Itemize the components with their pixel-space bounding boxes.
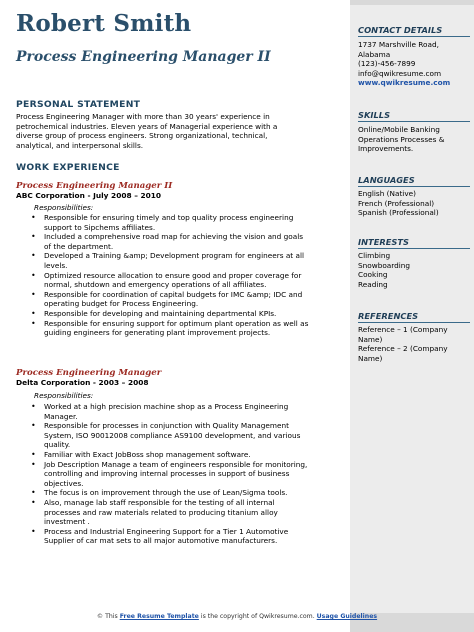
interests-list — [358, 251, 470, 289]
bullet-icon: • — [31, 318, 36, 328]
bullet-icon: • — [31, 289, 36, 299]
job-title: Process Engineering Manager II — [16, 181, 173, 191]
references-list — [358, 325, 470, 363]
divider — [358, 322, 470, 323]
responsibility-line: processes and raw materials related to producing titanium alloy — [44, 507, 278, 517]
statement-line: analytical, and interpersonal skills. — [16, 140, 144, 150]
responsibility-item — [28, 271, 336, 290]
responsibility-item — [28, 251, 336, 270]
language-item: English (Native) — [358, 189, 416, 198]
skill-line: Operations Processes & — [358, 134, 445, 144]
skill-line: Improvements. — [358, 144, 414, 154]
reference-line: Name) — [358, 334, 383, 344]
reference-line: Reference – 2 (Company — [358, 344, 448, 354]
bullet-icon: • — [31, 232, 36, 242]
work-experience-heading: WORK EXPERIENCE — [16, 162, 120, 173]
bullet-icon: • — [31, 459, 36, 469]
skill-line: Online/Mobile Banking — [358, 125, 440, 134]
responsibility-line: Developed a Training &amp; Development program for engineers at all — [44, 251, 304, 261]
responsibility-line: Responsible for developing and maintaining departmental KPIs. — [44, 308, 277, 318]
job-company-dates: ABC Corporation - July 2008 – 2010 — [16, 191, 162, 200]
usage-guidelines-link[interactable]: Usage Guidelines — [316, 613, 378, 620]
responsibility-item — [28, 290, 336, 309]
languages-list — [358, 189, 470, 218]
responsibility-line: Also, manage lab staff responsible for the testing of all internal — [44, 497, 275, 507]
bullet-icon: • — [31, 421, 36, 431]
responsibility-line: support to Sipchems affiliates. — [44, 222, 156, 232]
responsibility-line: of the department. — [44, 241, 114, 251]
divider — [358, 186, 470, 187]
interest-item: Cooking — [358, 270, 388, 280]
interest-item: Reading — [358, 279, 388, 289]
responsibility-line: guiding engineers for generating plant improvement projects. — [44, 328, 271, 338]
sidebar-panel — [350, 5, 474, 613]
responsibility-item — [28, 460, 336, 489]
responsibility-line: Included a comprehensive road map for achieving the vision and goals — [44, 232, 304, 242]
skills-list — [358, 125, 470, 154]
responsibility-item — [28, 527, 336, 546]
reference-line: Name) — [358, 353, 383, 363]
job-title: Process Engineering Manager — [16, 368, 162, 378]
responsibility-line: objectives. — [44, 478, 84, 488]
responsibility-line: Process and Industrial Engineering Support for a Tier 1 Automotive — [44, 526, 289, 536]
responsibility-line: Responsible for processes in conjunction with Quality Management — [44, 421, 289, 431]
candidate-title: Process Engineering Manager II — [16, 49, 271, 65]
contact-email[interactable]: info@qwikresume.com — [358, 68, 442, 78]
free-template-link[interactable]: Free Resume Template — [119, 613, 199, 620]
responsibility-line: normal, shutdown and emergency operations of all affiliates. — [44, 280, 267, 290]
statement-line: diverse group of process engineers. Strong organizational, technical, — [16, 131, 268, 141]
footer-prefix: © This — [96, 613, 120, 620]
job-company-dates: Delta Corporation - 2003 – 2008 — [16, 378, 149, 387]
personal-statement-heading: PERSONAL STATEMENT — [16, 99, 141, 110]
statement-line: petrochemical industries. Eleven years of Managerial experience with a — [16, 121, 278, 131]
responsibility-line: levels. — [44, 260, 68, 270]
footer — [0, 613, 474, 620]
bullet-icon: • — [31, 497, 36, 507]
responsibility-line: Manager. — [44, 411, 78, 421]
responsibilities-label: Responsibilities: — [34, 391, 94, 400]
bullet-icon: • — [31, 308, 36, 318]
responsibility-line: Responsible for coordination of capital budgets for IMC &amp; IDC and — [44, 289, 303, 299]
responsibility-item — [28, 213, 336, 232]
responsibility-item — [28, 309, 336, 319]
responsibility-line: operating budget for Process Engineering. — [44, 299, 199, 309]
website-link[interactable]: www.qwikresume.com — [358, 78, 451, 88]
responsibilities-list — [28, 402, 336, 546]
interest-item: Climbing — [358, 251, 391, 260]
responsibility-item — [28, 450, 336, 460]
responsibility-line: Supplier of car mat sets to all major automotive manufacturers. — [44, 536, 278, 546]
divider — [358, 36, 470, 37]
responsibility-line: Responsible for ensuring timely and top quality process engineering — [44, 213, 294, 222]
responsibility-item — [28, 232, 336, 251]
interest-item: Snowboarding — [358, 260, 411, 270]
responsibility-line: Worked at a high precision machine shop as a Process Engineering — [44, 402, 289, 411]
language-item: Spanish (Professional) — [358, 208, 439, 218]
language-item: French (Professional) — [358, 198, 435, 208]
responsibility-line: quality. — [44, 440, 71, 450]
responsibility-line: investment . — [44, 517, 90, 527]
responsibility-item — [28, 402, 336, 421]
responsibility-item — [28, 421, 336, 450]
responsibility-line: Optimized resource allocation to ensure good and proper coverage for — [44, 270, 302, 280]
divider — [358, 248, 470, 249]
responsibility-line: Job Description Manage a team of engineers responsible for monitoring, — [44, 459, 308, 469]
responsibility-line: The focus is on improvement through the use of Lean/Sigma tools. — [44, 488, 288, 498]
bullet-icon: • — [31, 251, 36, 261]
bullet-icon: • — [31, 270, 36, 280]
divider — [358, 121, 470, 122]
responsibility-line: Responsible for ensuring support for optimum plant operation as well as — [44, 318, 309, 328]
reference-line: Reference – 1 (Company — [358, 325, 448, 334]
contact-phone: (123)-456-7899 — [358, 59, 416, 69]
interests-heading: INTERESTS — [358, 237, 410, 247]
responsibility-line: System, ISO 90012008 compliance AS9100 development, and various — [44, 430, 301, 440]
responsibility-item — [28, 498, 336, 527]
statement-line: Process Engineering Manager with more than 30 years' experience in — [16, 112, 270, 121]
bullet-icon: • — [31, 402, 36, 411]
responsibility-line: Familiar with Exact JobBoss shop management software. — [44, 449, 251, 459]
contact-line: 1737 Marshville Road, — [358, 40, 439, 49]
bullet-icon: • — [31, 488, 36, 498]
responsibility-item — [28, 488, 336, 498]
bullet-icon: • — [31, 213, 36, 222]
candidate-name: Robert Smith — [16, 10, 192, 37]
contact-heading: CONTACT DETAILS — [358, 25, 443, 35]
responsibilities-label: Responsibilities: — [34, 203, 94, 212]
skills-heading: SKILLS — [358, 110, 391, 120]
bullet-icon: • — [31, 449, 36, 459]
responsibilities-list — [28, 213, 336, 338]
contact-line: Alabama — [358, 49, 391, 59]
references-heading: REFERENCES — [358, 311, 419, 321]
personal-statement-text — [16, 112, 336, 150]
footer-copyright: is the copyright of Qwikresume.com. — [198, 613, 317, 620]
responsibility-item — [28, 319, 336, 338]
languages-heading: LANGUAGES — [358, 175, 415, 185]
bullet-icon: • — [31, 526, 36, 536]
responsibility-line: controlling and improving internal processes in support of business — [44, 469, 290, 479]
contact-details — [358, 40, 470, 88]
sidebar — [350, 0, 474, 632]
